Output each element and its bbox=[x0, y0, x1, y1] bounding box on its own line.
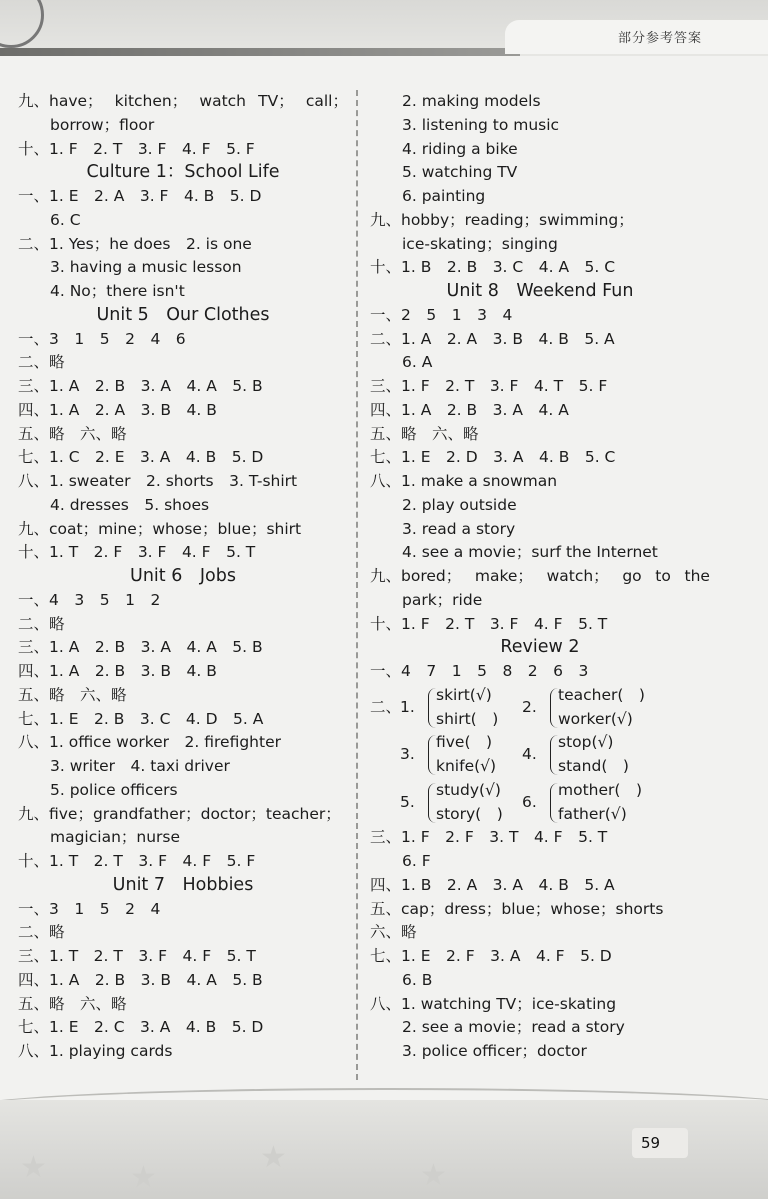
answer-line: 3. writer 4. taxi driver bbox=[50, 757, 230, 775]
pair-options bbox=[558, 779, 642, 827]
section-title: Unit 6 Jobs bbox=[130, 566, 236, 586]
answer-line: 二、1. Yes；he does 2. is one bbox=[18, 234, 252, 253]
answer-line: 三、1. A 2. B 3. A 4. A 5. B bbox=[18, 377, 263, 395]
answer-line: 二、略 bbox=[18, 614, 65, 633]
left-column bbox=[18, 90, 348, 1064]
section-title: Unit 5 Our Clothes bbox=[96, 304, 270, 325]
option-top: stop(√) bbox=[558, 733, 614, 752]
pair-options bbox=[558, 731, 629, 779]
answer-line: 三、1. F 2. F 3. T 4. F 5. T bbox=[370, 828, 608, 847]
pair-options bbox=[436, 779, 503, 827]
answer-line: 十、1. T 2. F 3. F 4. F 5. T bbox=[18, 543, 256, 562]
header-rule bbox=[0, 48, 520, 56]
answer-line: 七、1. E 2. B 3. C 4. D 5. A bbox=[18, 709, 264, 728]
answer-line: 5. police officers bbox=[50, 780, 178, 799]
option-bottom: knife(√) bbox=[436, 757, 497, 775]
answer-line: 5. watching TV bbox=[402, 163, 518, 182]
pair-number: 6. bbox=[522, 792, 537, 811]
answer-line: 五、略 六、略 bbox=[18, 685, 127, 704]
page-header-title: 部分参考答案 bbox=[617, 31, 702, 46]
pair-number: 2. bbox=[522, 697, 537, 716]
pair-options bbox=[558, 684, 645, 732]
answer-word: make； bbox=[474, 567, 533, 585]
option-top: skirt(√) bbox=[436, 685, 492, 704]
answer-line: 三、1. F 2. T 3. F 4. T 5. F bbox=[370, 377, 608, 395]
answer-line: 四、1. B 2. A 3. A 4. B 5. A bbox=[370, 875, 615, 894]
answer-line: 五、略 六、略 bbox=[370, 424, 479, 443]
question-prefix: 二、 bbox=[370, 697, 402, 716]
answer-line: 2. making models bbox=[402, 92, 541, 110]
answer-line: 一、3 1 5 2 4 bbox=[18, 899, 161, 918]
section-title: Unit 7 Hobbies bbox=[112, 874, 254, 895]
answer-word: watch bbox=[199, 92, 246, 110]
answer-line: 七、1. E 2. D 3. A 4. B 5. C bbox=[370, 448, 616, 467]
answer-line: ice-skating；singing bbox=[402, 234, 558, 253]
pair-number: 4. bbox=[522, 745, 537, 764]
answer-line: 七、1. C 2. E 3. A 4. B 5. D bbox=[18, 448, 264, 467]
star-decoration-icon: ★ bbox=[20, 1150, 47, 1185]
pair-options bbox=[436, 731, 496, 779]
answer-line: 十、1. T 2. T 3. F 4. F 5. F bbox=[18, 852, 256, 870]
pair-number: 3. bbox=[400, 745, 415, 764]
column-divider bbox=[356, 90, 358, 1080]
answer-line: 2. play outside bbox=[402, 495, 517, 514]
answer-line: 七、1. E 2. C 3. A 4. B 5. D bbox=[18, 1018, 264, 1037]
answer-line: 4. riding a bike bbox=[402, 139, 518, 158]
option-top: five( ) bbox=[436, 733, 493, 752]
answer-line: 3. police officer；doctor bbox=[402, 1042, 587, 1060]
answer-line: 八、1. playing cards bbox=[18, 1042, 173, 1060]
answer-line: 五、略 六、略 bbox=[18, 424, 127, 443]
answer-line: 十、1. F 2. T 3. F 4. F 5. F bbox=[18, 139, 255, 158]
answer-line: 七、1. E 2. F 3. A 4. F 5. D bbox=[370, 947, 612, 965]
answer-line: magician；nurse bbox=[50, 828, 181, 847]
answer-line: 二、略 bbox=[18, 923, 65, 942]
answer-line: 四、1. A 2. B 3. A 4. A bbox=[370, 400, 569, 419]
answer-line: 四、1. A 2. B 3. B 4. B bbox=[18, 662, 217, 680]
answer-word: to bbox=[655, 567, 671, 585]
star-decoration-icon: ★ bbox=[260, 1140, 287, 1175]
answer-line: park；ride bbox=[402, 590, 483, 609]
option-top: mother( ) bbox=[558, 780, 642, 799]
answer-line: 4. dresses 5. shoes bbox=[50, 495, 210, 514]
section-title: Review 2 bbox=[500, 637, 580, 658]
answer-line: 四、1. A 2. B 3. B 4. A 5. B bbox=[18, 970, 263, 989]
answer-word: kitchen； bbox=[114, 92, 188, 110]
brace-pair-row bbox=[370, 684, 710, 732]
answer-line: 4. No；there isn't bbox=[50, 282, 185, 300]
option-top: teacher( ) bbox=[558, 685, 645, 704]
answer-line: 6. A bbox=[402, 353, 433, 372]
star-decoration-icon: ★ bbox=[130, 1160, 157, 1195]
page-number: 59 bbox=[641, 1134, 661, 1152]
answer-word: the bbox=[684, 567, 710, 585]
option-top: study(√) bbox=[436, 780, 501, 799]
answer-line: 6. B bbox=[402, 970, 433, 989]
answer-line: 五、cap；dress；blue；whose；shorts bbox=[370, 899, 664, 918]
answer-line: 一、3 1 5 2 4 6 bbox=[18, 329, 186, 348]
answer-word: watch； bbox=[546, 567, 609, 585]
option-bottom: shirt( ) bbox=[436, 709, 499, 728]
brace-pair-row bbox=[370, 731, 710, 779]
answer-line: 一、4 7 1 5 8 2 6 3 bbox=[370, 662, 589, 680]
answer-line: 十、1. B 2. B 3. C 4. A 5. C bbox=[370, 258, 616, 277]
option-bottom: story( ) bbox=[436, 804, 503, 823]
answer-line: 二、略 bbox=[18, 353, 65, 372]
answer-line: 三、1. T 2. T 3. F 4. F 5. T bbox=[18, 947, 256, 965]
option-bottom: worker(√) bbox=[558, 709, 633, 728]
answer-line: 四、1. A 2. A 3. B 4. B bbox=[18, 400, 217, 419]
answer-line: 六、略 bbox=[370, 923, 417, 942]
answer-line bbox=[370, 565, 710, 589]
answer-line: 八、1. office worker 2. firefighter bbox=[18, 733, 281, 752]
answer-word: 九、bored； bbox=[370, 567, 462, 585]
option-bottom: father(√) bbox=[558, 804, 627, 823]
pair-number: 1. bbox=[400, 697, 415, 716]
answer-line: borrow；floor bbox=[50, 115, 155, 134]
answer-line: 八、1. watching TV；ice-skating bbox=[370, 994, 617, 1013]
answer-line: 6. C bbox=[50, 210, 81, 229]
answer-line: 3. having a music lesson bbox=[50, 258, 242, 277]
answer-line bbox=[18, 90, 348, 114]
right-column bbox=[370, 90, 710, 1064]
section-title: Culture 1：School Life bbox=[86, 162, 280, 183]
pair-options bbox=[436, 684, 498, 732]
answer-word: TV； bbox=[258, 92, 294, 110]
answer-line: 4. see a movie；surf the Internet bbox=[402, 543, 658, 562]
answer-line: 6. painting bbox=[402, 187, 486, 205]
answer-line: 3. listening to music bbox=[402, 115, 560, 134]
answer-line: 九、hobby；reading；swimming； bbox=[370, 210, 634, 229]
answer-line: 二、1. A 2. A 3. B 4. B 5. A bbox=[370, 329, 615, 348]
answer-line: 3. read a story bbox=[402, 519, 516, 538]
answer-line: 五、略 六、略 bbox=[18, 994, 127, 1013]
answer-line: 八、1. make a snowman bbox=[370, 472, 558, 490]
answer-line: 一、2 5 1 3 4 bbox=[370, 305, 513, 324]
answer-line: 6. F bbox=[402, 852, 431, 870]
answer-word: 九、have； bbox=[18, 92, 103, 110]
star-decoration-icon: ★ bbox=[420, 1158, 447, 1193]
pair-number: 5. bbox=[400, 792, 415, 811]
answer-line: 一、4 3 5 1 2 bbox=[18, 590, 161, 609]
section-title: Unit 8 Weekend Fun bbox=[446, 281, 634, 301]
answer-line: 三、1. A 2. B 3. A 4. A 5. B bbox=[18, 638, 263, 657]
answer-word: call； bbox=[305, 92, 348, 110]
answer-line: 2. see a movie；read a story bbox=[402, 1018, 625, 1037]
brace-pair-row bbox=[370, 779, 710, 827]
answer-line: 八、1. sweater 2. shorts 3. T-shirt bbox=[18, 472, 298, 490]
answer-line: 一、1. E 2. A 3. F 4. B 5. D bbox=[18, 187, 262, 205]
answer-line: 九、coat；mine；whose；blue；shirt bbox=[18, 519, 302, 538]
option-bottom: stand( ) bbox=[558, 757, 629, 775]
answer-line: 九、five；grandfather；doctor；teacher； bbox=[18, 804, 341, 823]
answer-line: 十、1. F 2. T 3. F 4. F 5. T bbox=[370, 614, 608, 633]
answer-word: go bbox=[622, 567, 642, 585]
